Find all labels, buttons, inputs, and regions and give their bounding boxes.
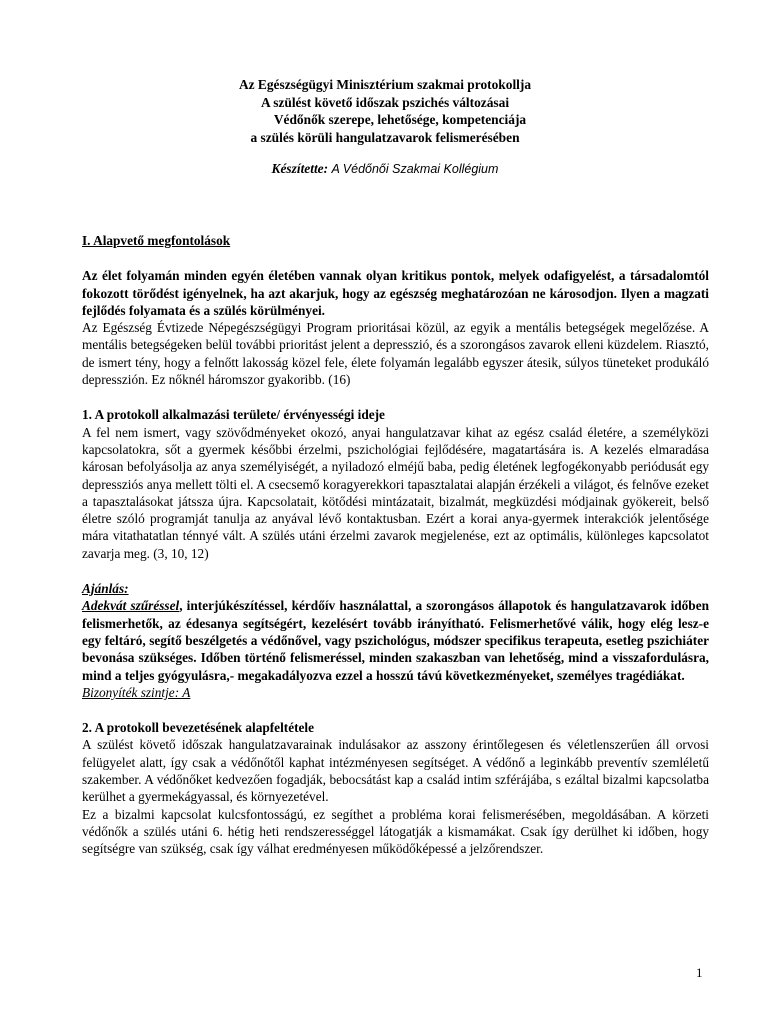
title-line-4: a szülés körüli hangulatzavarok felismerésében [250, 129, 520, 145]
recommendation-text [82, 597, 709, 683]
document-title-block [80, 76, 690, 146]
document-body [82, 232, 709, 858]
subsection-2-heading: 2. A protokoll bevezetésének alapfeltétele [82, 720, 315, 736]
section-1-heading: I. Alapvető megfontolások [82, 233, 231, 248]
author-line [80, 160, 690, 178]
page-number: 1 [696, 965, 703, 980]
author-value: A Védőnői Szakmai Kollégium [331, 162, 499, 176]
subsection-1-heading: 1. A protokoll alkalmazási területe/ érvényességi ideje [82, 407, 385, 423]
subsection-2-para-2: Ez a bizalmi kapcsolat kulcsfontosságú, ez segíthet a probléma korai felismerésében, megoldásában. A körzeti védőnők a szülés utáni 6. hétig heti rendszerességgel látogatják a kismamákat. Csak így derülhet ki időben, hogy segítségre van szükség, csak így válhat eredményesen működőképessé a jelzőrendszer. [82, 806, 709, 857]
evidence-level: Bizonyíték szintje: A [82, 684, 191, 700]
recommendation-body: , interjúkészítéssel, kérdőív használattal, a szorongásos állapotok és hangulatzavarok időben felismerhetők, az édesanya segítségért, kezelésért tovább irányítható. Felismerhetővé válik, hogy elég lesz-e egy feltáró, segítő beszélgetés a védőnővel, vagy pszichológus, módszer specifikus terapeuta, esetleg pszichiáter bevonása szükséges. Időben történő felismeréssel, minden szakaszban van lehetőség, mind a visszafordulásra, mind a teljes gyógyulásra,- megakadályozva ezzel a hosszú távú következményeket, személyes tragédiákat. [82, 598, 709, 683]
author-label: Készítette: [271, 161, 329, 176]
section-1-body: Az Egészség Évtizede Népegészségügyi Program prioritásai közül, az egyik a mentális betegségek megelőzése. A mentális betegségeken belül további prioritást jelent a depresszió, és a szorongásos zavarok elleni küzdelem. Riasztó, de ismert tény, hogy a felnőtt lakosság közel fele, élete folyamán legalább egyszer átesik, súlyos tüneteket produkáló depresszión. Ez nőknél háromszor gyakoribb. (16) [82, 320, 709, 388]
title-line-1: Az Egészségügyi Minisztérium szakmai protokollja [238, 77, 532, 92]
recommendation-lead: Adekvát szűréssel [82, 598, 180, 614]
title-line-2: A szülést követő időszak pszichés változásai [260, 94, 510, 110]
subsection-1-body: A fel nem ismert, vagy szövődményeket okozó, anyai hangulatzavar kihat az egész család életére, a személyközi kapcsolatokra, sőt a gyermek későbbi érzelmi, pszichológiai fejlődésére, magatartására is. A kezelés elmaradása károsan befolyásolja az anya személyiségét, a nyiladozó elméjű baba, pedig életének legfogékonyabb periódusát egy depressziós anya mellett tölti el. A csecsemő koragyerekkori tapasztalatai alapján érzékeli a világot, és felnőve ezeket a tapasztalásokat játssza újra. Kapcsolatait, kötődési mintázatait, bizalmát, megküzdési módjainak gyökereit, belső életre szóló programját tanulja az anyával lévő kontaktusban. Ezért a korai anya-gyermek interakciók jelentősége mára vitathatatlan ténnyé vált. A szülés utáni érzelmi zavarok megjelenése, ezt az optimális, különleges kapcsolatot zavarja meg. (3, 10, 12) [82, 424, 709, 561]
section-1-intro: Az élet folyamán minden egyén életében vannak olyan kritikus pontok, melyek odafigyelést, a társadalomtól fokozott törődést igényelnek, ha azt akarjuk, hogy az egészség meghatározóan ne károsodjon. Ilyen a magzati fejlődés folyamata és a szülés körülményei. [82, 268, 709, 318]
recommendation-label: Ajánlás: [82, 581, 129, 597]
subsection-2-para-1: A szülést követő időszak hangulatzavarainak indulásakor az asszony érintőlegesen és véletlenszerűen áll orvosi felügyelet alatt, így csak a védőnőtől kaphat intézményesen segítséget. A védőnő a leginkább preventív szemléletű szakember. A védőnőket kedvezően fogadják, bebocsátást kap a család intim szférájába, s ezáltal bizalmi kapcsolatba kerülhet a gyermekágyassal, és környezetével. [82, 737, 709, 805]
title-line-3: Védőnők szerepe, lehetősége, kompetenciája [273, 112, 527, 127]
